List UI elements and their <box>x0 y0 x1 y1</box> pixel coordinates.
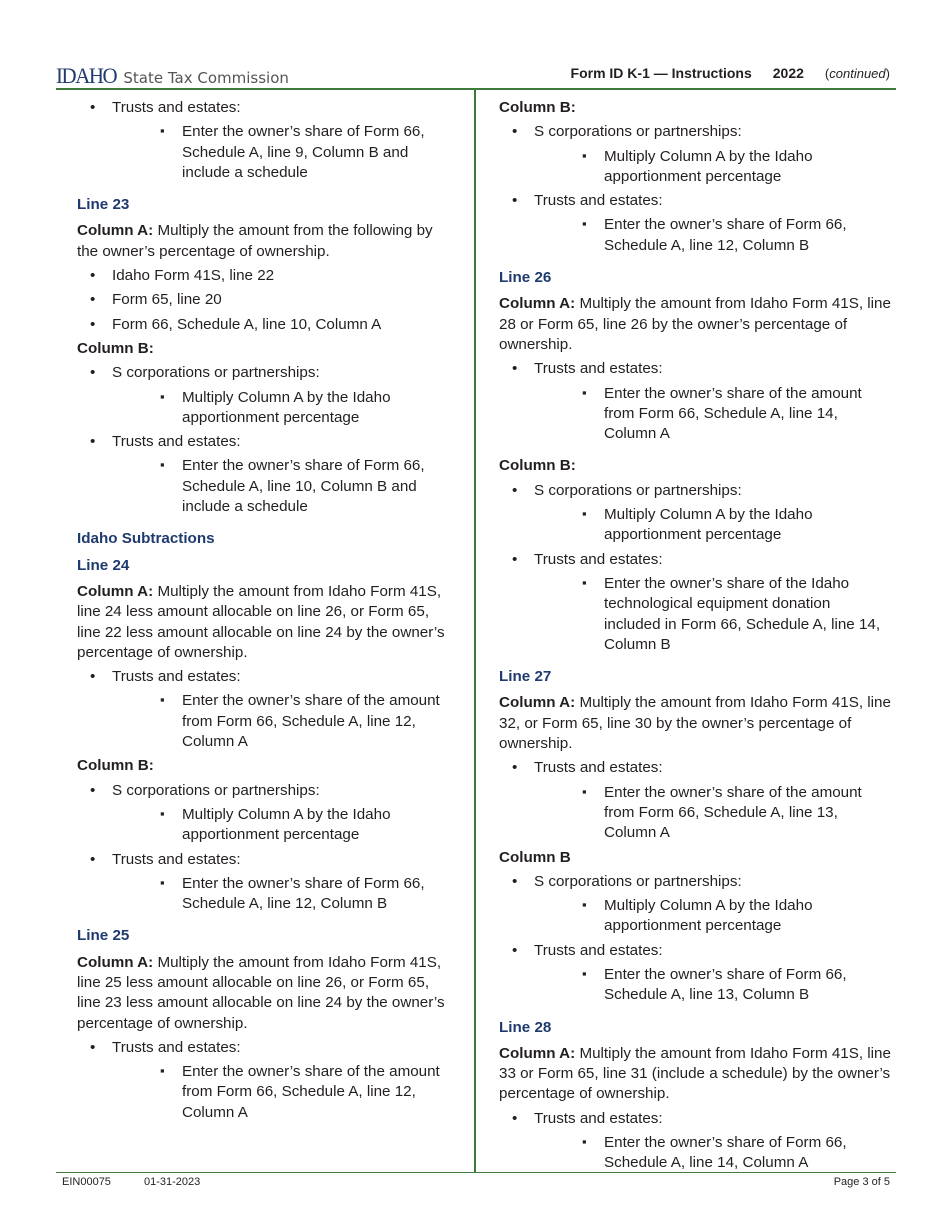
sub-list-item: ▪ Enter the owner’s share of Form 66, Schedule A, line 12, Column B <box>160 874 425 913</box>
list-item-text: Enter the owner’s share of Form 66, Schedule A, line 10, Column B and include a schedule <box>182 457 425 516</box>
sub-list-item: ▪ Enter the owner’s share of the amount from Form 66, Schedule A, line 14, Column A <box>582 384 862 443</box>
list-item-text: S corporations or partnerships: <box>534 123 742 141</box>
list-item-text: Trusts and estates: <box>534 1109 663 1127</box>
page-number: Page 3 of 5 <box>833 1176 890 1188</box>
sub-list-item: ▪ Enter the owner’s share of Form 66, Schedule A, line 10, Column B and include a schedule <box>160 457 425 516</box>
list-item: • Trusts and estates: ▪ Enter the owner’s share of Form 66, Schedule A, line 13, Column B <box>499 941 891 1006</box>
list-item-text: Enter the owner’s share of the amount from Form 66, Schedule A, line 12, Column A <box>182 1063 440 1121</box>
bullet-list <box>499 1109 891 1174</box>
sub-list-item: ▪ Enter the owner’s share of the Idaho technological equipment donation included in Form 66, Schedule A, line 14, Column B <box>582 574 881 653</box>
list-item: • Trusts and estates: ▪ Enter the owner’s share of Form 66, Schedule A, line 12, Column B <box>499 191 891 256</box>
sub-list-item: ▪ Enter the owner’s share of the amount from Form 66, Schedule A, line 12, Column A <box>160 1063 440 1121</box>
bullet-list <box>77 98 455 183</box>
list-item-text: Form 66, Schedule A, line 10, Column A <box>112 315 382 333</box>
header-rule <box>56 88 896 90</box>
list-item-text: Enter the owner’s share of the amount from Form 66, Schedule A, line 13, Column A <box>604 783 862 842</box>
column-a-label: Column A: <box>77 222 154 240</box>
list-item-text: S corporations or partnerships: <box>112 364 320 382</box>
column-a-text: Multiply the amount from Idaho Form 41S, line 33 or Form 65, line 31 (include a schedule) by the owner’s percentage of ownership. <box>499 1044 891 1103</box>
list-item: • S corporations or partnerships: ▪ Multiply Column A by the Idaho apportionment percentage <box>499 122 891 187</box>
list-item-text: S corporations or partnerships: <box>534 872 742 890</box>
list-item-text: Trusts and estates: <box>112 1038 241 1056</box>
list-item-text: Multiply Column A by the Idaho apportionment percentage <box>182 805 391 844</box>
page-header <box>56 60 896 88</box>
column-a-paragraph <box>499 294 891 355</box>
list-item-text: Trusts and estates: <box>534 941 663 959</box>
bullet-list <box>499 758 891 843</box>
list-item: • Trusts and estates: ▪ Enter the owner’s share of Form 66, Schedule A, line 12, Column B <box>77 850 455 915</box>
list-item-text: Trusts and estates: <box>534 192 663 210</box>
sub-list-item: ▪ Multiply Column A by the Idaho apportionment percentage <box>582 897 813 935</box>
list-item: • S corporations or partnerships: ▪ Multiply Column A by the Idaho apportionment percentage <box>77 781 455 846</box>
sub-list-item: ▪ Multiply Column A by the Idaho apportionment percentage <box>582 147 813 185</box>
list-item-text: Trusts and estates: <box>534 550 663 568</box>
column-a-paragraph <box>499 693 891 754</box>
list-item-text: Multiply Column A by the Idaho apportionment percentage <box>604 897 813 935</box>
list-item-text: S corporations or partnerships: <box>534 481 742 499</box>
bullet-list <box>499 872 891 1006</box>
column-a-label: Column A: <box>499 694 576 712</box>
bullet-list <box>77 667 455 752</box>
column-a-text: Multiply the amount from Idaho Form 41S, line 28 or Form 65, line 26 by the owner’s percentage of ownership. <box>499 295 891 353</box>
column-b-label: Column B <box>499 848 571 866</box>
sub-list-item: ▪ Enter the owner’s share of Form 66, Schedule A, line 12, Column B <box>582 216 847 254</box>
section-heading: Line 23 <box>77 196 130 214</box>
list-item-text: Enter the owner’s share of Form 66, Schedule A, line 9, Column B and include a schedule <box>182 123 425 181</box>
bullet-list <box>499 481 891 655</box>
column-a-label: Column A: <box>499 1044 576 1062</box>
column-a-paragraph <box>77 221 455 262</box>
list-item: • S corporations or partnerships: ▪ Multiply Column A by the Idaho apportionment percentage <box>499 872 891 937</box>
column-divider <box>474 90 476 1173</box>
list-item-text: Trusts and estates: <box>112 668 241 686</box>
bullet-list <box>77 1038 455 1123</box>
continued-text: continued <box>829 66 886 81</box>
list-item: • Form 65, line 20 <box>90 291 222 309</box>
column-b-label: Column B: <box>499 99 576 116</box>
sub-list-item: ▪ Multiply Column A by the Idaho apportionment percentage <box>582 506 813 544</box>
section-heading: Line 28 <box>499 1018 552 1036</box>
column-b-label: Column B: <box>77 757 154 775</box>
logo-wordmark: IDAHO <box>56 63 117 88</box>
form-title: Form ID K-1 — Instructions <box>570 65 752 81</box>
list-item-text: Enter the owner’s share of the amount from Form 66, Schedule A, line 14, Column A <box>604 384 862 443</box>
sub-list-item: ▪ Enter the owner’s share of the amount from Form 66, Schedule A, line 13, Column A <box>582 783 862 842</box>
column-a-label: Column A: <box>77 582 154 600</box>
column-a-label: Column A: <box>77 953 154 971</box>
list-item: • Trusts and estates: ▪ Enter the owner’s share of Form 66, Schedule A, line 9, Column B and include a schedule <box>77 98 455 183</box>
sub-list-item: ▪ Enter the owner’s share of Form 66, Schedule A, line 14, Column A <box>582 1134 847 1172</box>
list-item-text: Trusts and estates: <box>112 99 241 116</box>
list-item: • Idaho Form 41S, line 22 <box>90 267 275 285</box>
column-a-text: Multiply the amount from Idaho Form 41S, line 32, or Form 65, line 30 by the owner’s percentage of ownership. <box>499 694 891 753</box>
bullet-list <box>499 122 891 256</box>
list-item-text: Trusts and estates: <box>534 759 663 777</box>
sub-list-item: ▪ Multiply Column A by the Idaho apportionment percentage <box>160 805 391 844</box>
right-column <box>499 98 891 1178</box>
list-item-text: Enter the owner’s share of Form 66, Schedule A, line 14, Column A <box>604 1134 847 1172</box>
sub-list-item: ▪ Enter the owner’s share of Form 66, Schedule A, line 9, Column B and include a schedule <box>160 123 425 181</box>
agency-name: State Tax Commission <box>123 69 289 87</box>
bullet-list <box>499 359 891 444</box>
list-item: • Form 66, Schedule A, line 10, Column A <box>90 315 382 333</box>
tax-year: 2022 <box>772 65 804 81</box>
header-title-block <box>571 65 890 81</box>
section-heading: Idaho Subtractions <box>77 530 215 548</box>
list-item-text: S corporations or partnerships: <box>112 781 320 799</box>
list-item-text: Enter the owner’s share of Form 66, Schedule A, line 12, Column B <box>604 216 847 254</box>
column-a-text: Multiply the amount from Idaho Form 41S, line 25 less amount allocable on line 26, or Form 65, line 23 less amount allocable on line 24 by the owner’s percentage of ownership. <box>77 953 445 1032</box>
list-item-text: Idaho Form 41S, line 22 <box>112 267 275 285</box>
column-a-paragraph <box>77 582 455 663</box>
sub-list-item: ▪ Enter the owner’s share of the amount from Form 66, Schedule A, line 12, Column A <box>160 692 440 751</box>
footer-rule <box>56 1172 896 1173</box>
list-item: • S corporations or partnerships: ▪ Multiply Column A by the Idaho apportionment percentage <box>499 481 891 546</box>
bullet-list <box>77 363 455 517</box>
column-a-label: Column A: <box>499 295 576 313</box>
list-item-text: Trusts and estates: <box>534 360 663 378</box>
section-heading: Line 24 <box>77 556 130 574</box>
column-b-label: Column B: <box>499 457 576 475</box>
sub-list-item: ▪ Multiply Column A by the Idaho apportionment percentage <box>160 388 391 426</box>
list-item-text: Form 65, line 20 <box>112 291 222 309</box>
list-item-text: Trusts and estates: <box>112 433 241 451</box>
column-a-paragraph <box>77 953 455 1034</box>
document-code: EIN00075 <box>62 1176 111 1188</box>
left-column <box>77 98 455 1127</box>
list-item-text: Multiply Column A by the Idaho apportionment percentage <box>604 506 813 544</box>
list-item-text: Enter the owner’s share of Form 66, Schedule A, line 12, Column B <box>182 874 425 913</box>
revision-date: 01-31-2023 <box>144 1176 201 1188</box>
list-item-text: Enter the owner’s share of the amount from Form 66, Schedule A, line 12, Column A <box>182 692 440 751</box>
agency-logo <box>56 63 289 89</box>
list-item: • Trusts and estates: ▪ Enter the owner’s share of Form 66, Schedule A, line 10, Column B and include a schedule <box>77 432 455 517</box>
sub-list-item: ▪ Enter the owner’s share of Form 66, Schedule A, line 13, Column B <box>582 965 847 1004</box>
list-item: • Trusts and estates: ▪ Enter the owner’s share of Form 66, Schedule A, line 14, Column A <box>499 1109 891 1174</box>
list-item-text: Enter the owner’s share of the Idaho technological equipment donation included in Form 66, Schedule A, line 14, Column B <box>604 574 881 653</box>
list-item-text: Multiply Column A by the Idaho apportionment percentage <box>604 147 813 185</box>
list-item-text: Enter the owner’s share of Form 66, Schedule A, line 13, Column B <box>604 965 847 1004</box>
bullet-list <box>77 781 455 915</box>
section-heading: Line 26 <box>499 269 552 287</box>
list-item: • S corporations or partnerships: ▪ Multiply Column A by the Idaho apportionment percentage <box>77 363 455 428</box>
continued-note: (continued) <box>824 66 890 81</box>
column-a-text: Multiply the amount from Idaho Form 41S, line 24 less amount allocable on line 26, or Form 65, line 22 less amount allocable on line 24 by the owner’s percentage of ownership. <box>77 582 445 661</box>
bullet-list <box>77 266 455 335</box>
column-a-paragraph <box>499 1044 891 1105</box>
list-item: • Trusts and estates: ▪ Enter the owner’s share of the amount from Form 66, Schedule A, line 12, Column A <box>77 667 455 752</box>
column-b-label: Column B: <box>77 339 154 357</box>
section-heading: Line 25 <box>77 927 130 945</box>
column-a-text: Multiply the amount from the following by the owner’s percentage of ownership. <box>77 222 433 260</box>
list-item: • Trusts and estates: ▪ Enter the owner’s share of the amount from Form 66, Schedule A, line 13, Column A <box>499 758 891 843</box>
section-heading: Line 27 <box>499 668 552 686</box>
list-item: • Trusts and estates: ▪ Enter the owner’s share of the amount from Form 66, Schedule A, line 14, Column A <box>499 359 891 444</box>
list-item: • Trusts and estates: ▪ Enter the owner’s share of the amount from Form 66, Schedule A, line 12, Column A <box>77 1038 455 1123</box>
list-item-text: Trusts and estates: <box>112 850 241 868</box>
list-item-text: Multiply Column A by the Idaho apportionment percentage <box>182 388 391 426</box>
list-item: • Trusts and estates: ▪ Enter the owner’s share of the Idaho technological equipment donation included in Form 66, Schedule A, line 14, Column B <box>499 550 891 655</box>
